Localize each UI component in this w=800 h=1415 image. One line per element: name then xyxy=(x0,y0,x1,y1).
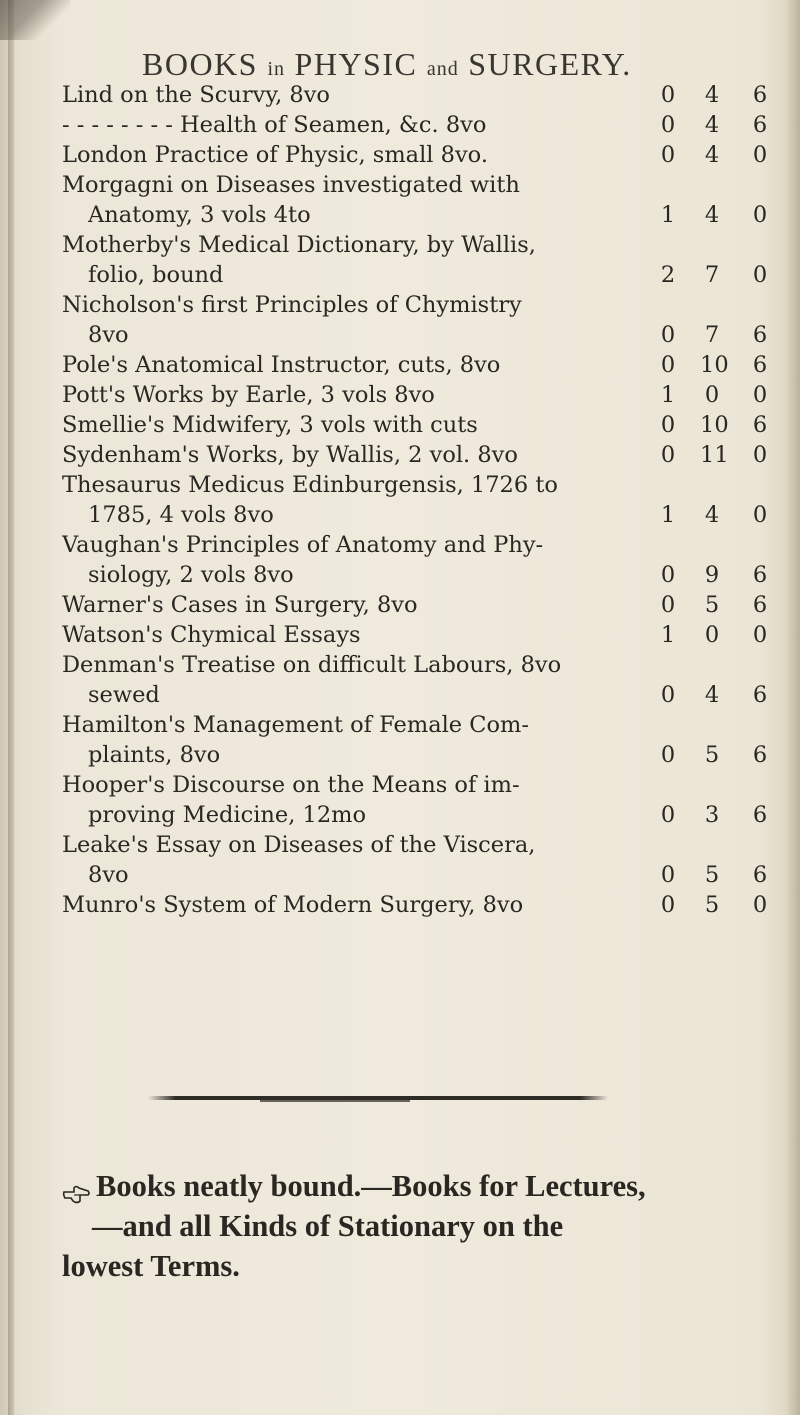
price-pounds: 0 xyxy=(660,442,676,468)
catalog-entry xyxy=(0,350,800,380)
price-shillings: 5 xyxy=(704,862,720,888)
price-pence: 6 xyxy=(752,352,768,378)
price-shillings: 3 xyxy=(704,802,720,828)
pointing-hand-icon xyxy=(62,1175,90,1197)
price-shillings: 10 xyxy=(700,412,729,438)
price-shillings: 5 xyxy=(704,742,720,768)
price-pounds: 0 xyxy=(660,352,676,378)
price-shillings: 4 xyxy=(704,112,720,138)
catalog-entry xyxy=(0,590,800,620)
price-pence: 6 xyxy=(752,412,768,438)
catalog-entry xyxy=(0,620,800,650)
price-pence: 0 xyxy=(752,142,768,168)
catalog-entry xyxy=(0,830,800,860)
price-shillings: 4 xyxy=(704,202,720,228)
price-shillings: 7 xyxy=(704,262,720,288)
catalog-entry xyxy=(0,170,800,200)
entry-title: Thesaurus Medicus Edinburgensis, 1726 to xyxy=(62,472,558,498)
price-pounds: 0 xyxy=(660,892,676,918)
entry-title: Leake's Essay on Diseases of the Viscera, xyxy=(62,832,536,858)
catalog-entry-continuation xyxy=(0,260,800,290)
price-pence: 6 xyxy=(752,802,768,828)
header-word: SURGERY. xyxy=(468,46,632,82)
price-pounds: 0 xyxy=(660,592,676,618)
notice-line-2 xyxy=(62,1206,782,1246)
price-pounds: 0 xyxy=(660,562,676,588)
entry-title: Pott's Works by Earle, 3 vols 8vo xyxy=(62,382,435,408)
price-pence: 0 xyxy=(752,202,768,228)
price-shillings: 4 xyxy=(704,682,720,708)
page-corner-shadow xyxy=(0,0,70,40)
price-pounds: 0 xyxy=(660,82,676,108)
price-shillings: 0 xyxy=(704,382,720,408)
entry-title: proving Medicine, 12mo xyxy=(88,802,367,828)
catalog-entry xyxy=(0,230,800,260)
price-shillings: 5 xyxy=(704,892,720,918)
price-pence: 6 xyxy=(752,682,768,708)
price-pounds: 2 xyxy=(660,262,676,288)
entry-title: Warner's Cases in Surgery, 8vo xyxy=(62,592,418,618)
catalog-entry xyxy=(0,410,800,440)
price-shillings: 4 xyxy=(704,142,720,168)
entry-title: 1785, 4 vols 8vo xyxy=(88,502,274,528)
price-pence: 0 xyxy=(752,262,768,288)
entry-title: Nicholson's first Principles of Chymistry xyxy=(62,292,522,318)
catalog-entry xyxy=(0,530,800,560)
entry-title: sewed xyxy=(88,682,160,708)
header-word: and xyxy=(426,58,459,80)
price-pounds: 0 xyxy=(660,322,676,348)
entry-title: Morgagni on Diseases investigated with xyxy=(62,172,520,198)
header-word: BOOKS xyxy=(142,46,258,82)
entry-title: Denman's Treatise on difficult Labours, 8vo xyxy=(62,652,562,678)
price-pounds: 1 xyxy=(660,502,676,528)
page-header xyxy=(142,46,632,83)
price-shillings: 4 xyxy=(704,82,720,108)
catalog-entry-continuation xyxy=(0,800,800,830)
entry-title: Smellie's Midwifery, 3 vols with cuts xyxy=(62,412,478,438)
price-pence: 6 xyxy=(752,322,768,348)
entry-title: Anatomy, 3 vols 4to xyxy=(88,202,311,228)
price-shillings: 11 xyxy=(700,442,729,468)
price-pence: 0 xyxy=(752,892,768,918)
entry-title: Pole's Anatomical Instructor, cuts, 8vo xyxy=(62,352,501,378)
entry-title: 8vo xyxy=(88,862,129,888)
catalog-entry xyxy=(0,80,800,110)
catalog-entry xyxy=(0,440,800,470)
price-shillings: 4 xyxy=(704,502,720,528)
price-pence: 0 xyxy=(752,502,768,528)
notice-text-1: Books neatly bound.—Books for Lectures, xyxy=(96,1169,646,1203)
catalog-entry-continuation xyxy=(0,740,800,770)
entry-title: Sydenham's Works, by Wallis, 2 vol. 8vo xyxy=(62,442,518,468)
catalog-entry-continuation xyxy=(0,860,800,890)
price-pounds: 1 xyxy=(660,382,676,408)
price-pounds: 1 xyxy=(660,202,676,228)
notice-line-1 xyxy=(62,1166,782,1206)
advertisement-notice xyxy=(62,1166,782,1286)
entry-title: Hooper's Discourse on the Means of im- xyxy=(62,772,520,798)
entry-title: plaints, 8vo xyxy=(88,742,221,768)
entry-title: Hamilton's Management of Female Com- xyxy=(62,712,529,738)
notice-line-3 xyxy=(62,1246,782,1286)
entry-title: siology, 2 vols 8vo xyxy=(88,562,294,588)
price-pence: 6 xyxy=(752,592,768,618)
price-pounds: 0 xyxy=(660,682,676,708)
entry-title: London Practice of Physic, small 8vo. xyxy=(62,142,488,168)
header-word: PHYSIC xyxy=(294,46,418,82)
price-pence: 6 xyxy=(752,742,768,768)
price-shillings: 9 xyxy=(704,562,720,588)
catalog-entry xyxy=(0,140,800,170)
book-catalog-list xyxy=(0,80,800,920)
price-pounds: 0 xyxy=(660,112,676,138)
catalog-entry xyxy=(0,110,800,140)
price-pence: 6 xyxy=(752,562,768,588)
entry-title: Lind on the Scurvy, 8vo xyxy=(62,82,330,108)
catalog-entry xyxy=(0,770,800,800)
notice-text-3: lowest Terms. xyxy=(62,1249,240,1283)
catalog-entry-continuation xyxy=(0,560,800,590)
catalog-entry xyxy=(0,290,800,320)
price-pence: 6 xyxy=(752,82,768,108)
entry-title: Vaughan's Principles of Anatomy and Phy- xyxy=(62,532,544,558)
price-shillings: 7 xyxy=(704,322,720,348)
catalog-entry xyxy=(0,470,800,500)
notice-text-2: —and all Kinds of Stationary on the xyxy=(92,1209,564,1243)
catalog-entry xyxy=(0,710,800,740)
price-pence: 0 xyxy=(752,442,768,468)
price-shillings: 10 xyxy=(700,352,729,378)
catalog-entry-continuation xyxy=(0,320,800,350)
catalog-entry-continuation xyxy=(0,500,800,530)
catalog-entry xyxy=(0,890,800,920)
catalog-entry xyxy=(0,650,800,680)
price-pounds: 0 xyxy=(660,412,676,438)
header-word: in xyxy=(267,58,286,80)
price-pounds: 0 xyxy=(660,862,676,888)
price-pence: 0 xyxy=(752,622,768,648)
entry-title: - - - - - - - - Health of Seamen, &c. 8vo xyxy=(62,112,487,138)
price-shillings: 0 xyxy=(704,622,720,648)
price-pounds: 1 xyxy=(660,622,676,648)
price-pence: 6 xyxy=(752,112,768,138)
price-pounds: 0 xyxy=(660,742,676,768)
catalog-entry-continuation xyxy=(0,200,800,230)
price-pounds: 0 xyxy=(660,802,676,828)
entry-title: folio, bound xyxy=(88,262,224,288)
catalog-entry xyxy=(0,380,800,410)
catalog-entry-continuation xyxy=(0,680,800,710)
price-pence: 0 xyxy=(752,382,768,408)
price-pence: 6 xyxy=(752,862,768,888)
entry-title: Watson's Chymical Essays xyxy=(62,622,361,648)
price-pounds: 0 xyxy=(660,142,676,168)
entry-title: Motherby's Medical Dictionary, by Wallis, xyxy=(62,232,536,258)
price-shillings: 5 xyxy=(704,592,720,618)
entry-title: Munro's System of Modern Surgery, 8vo xyxy=(62,892,524,918)
divider-rule-thin xyxy=(260,1100,410,1102)
entry-title: 8vo xyxy=(88,322,129,348)
